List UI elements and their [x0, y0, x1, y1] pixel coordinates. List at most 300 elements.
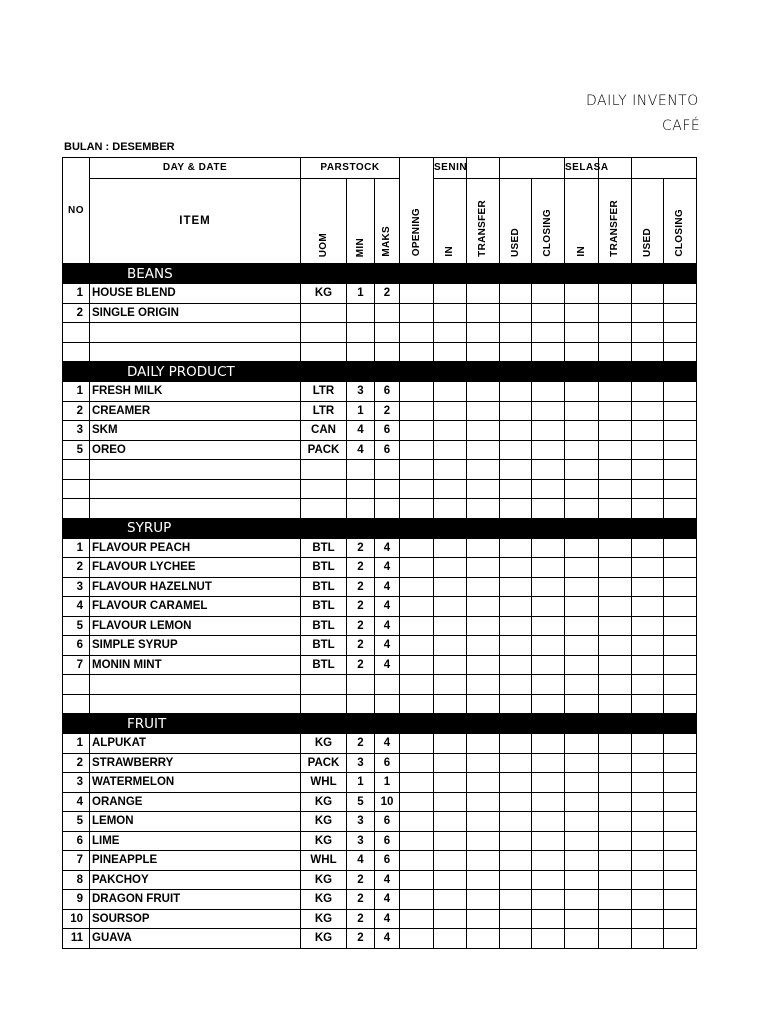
entry-cell[interactable] — [532, 890, 565, 910]
entry-cell[interactable] — [532, 460, 565, 480]
entry-cell[interactable] — [599, 597, 632, 617]
entry-cell[interactable] — [632, 694, 664, 714]
entry-cell[interactable] — [664, 616, 697, 636]
entry-cell[interactable] — [400, 929, 434, 949]
entry-cell[interactable] — [500, 616, 532, 636]
entry-cell[interactable] — [565, 909, 599, 929]
entry-cell[interactable] — [434, 890, 467, 910]
entry-cell[interactable] — [632, 558, 664, 578]
entry-cell[interactable] — [532, 421, 565, 441]
entry-cell[interactable] — [664, 675, 697, 695]
entry-cell[interactable] — [632, 616, 664, 636]
selasa-closing-header — [664, 179, 697, 264]
entry-cell[interactable] — [565, 851, 599, 871]
entry-cell[interactable] — [565, 792, 599, 812]
entry-cell[interactable] — [467, 616, 500, 636]
entry-cell[interactable] — [400, 342, 434, 362]
entry-cell[interactable] — [467, 538, 500, 558]
entry-cell[interactable] — [434, 499, 467, 519]
entry-cell[interactable] — [664, 382, 697, 402]
entry-cell[interactable] — [434, 382, 467, 402]
entry-cell[interactable] — [500, 577, 532, 597]
entry-cell[interactable] — [632, 792, 664, 812]
entry-cell[interactable] — [565, 421, 599, 441]
entry-cell[interactable] — [565, 440, 599, 460]
entry-cell[interactable] — [664, 812, 697, 832]
entry-cell[interactable] — [434, 577, 467, 597]
entry-cell[interactable] — [664, 538, 697, 558]
entry-cell[interactable] — [599, 577, 632, 597]
entry-cell[interactable] — [664, 753, 697, 773]
entry-cell[interactable] — [500, 284, 532, 304]
entry-cell[interactable] — [467, 342, 500, 362]
entry-cell[interactable] — [599, 342, 632, 362]
entry-cell[interactable] — [664, 460, 697, 480]
entry-cell[interactable] — [400, 675, 434, 695]
entry-cell[interactable] — [632, 870, 664, 890]
entry-cell[interactable] — [565, 812, 599, 832]
entry-cell[interactable] — [599, 401, 632, 421]
entry-cell[interactable] — [632, 929, 664, 949]
min-cell — [347, 479, 375, 499]
entry-cell[interactable] — [434, 851, 467, 871]
entry-cell[interactable] — [565, 323, 599, 343]
entry-cell[interactable] — [500, 538, 532, 558]
entry-cell[interactable] — [400, 479, 434, 499]
entry-cell[interactable] — [599, 636, 632, 656]
entry-cell[interactable] — [467, 753, 500, 773]
entry-cell[interactable] — [599, 303, 632, 323]
entry-cell[interactable] — [400, 303, 434, 323]
entry-cell[interactable] — [565, 479, 599, 499]
entry-cell[interactable] — [500, 773, 532, 793]
entry-cell[interactable] — [599, 792, 632, 812]
entry-cell[interactable] — [400, 382, 434, 402]
uom-cell: WHL — [301, 851, 347, 871]
entry-cell[interactable] — [664, 694, 697, 714]
entry-cell[interactable] — [467, 558, 500, 578]
entry-cell[interactable] — [664, 792, 697, 812]
entry-cell[interactable] — [599, 499, 632, 519]
entry-cell[interactable] — [632, 284, 664, 304]
entry-cell[interactable] — [467, 636, 500, 656]
table-row — [63, 890, 697, 910]
entry-cell[interactable] — [467, 831, 500, 851]
entry-cell[interactable] — [565, 929, 599, 949]
row-number: 3 — [63, 773, 90, 793]
entry-cell[interactable] — [632, 421, 664, 441]
entry-cell[interactable] — [599, 773, 632, 793]
entry-cell[interactable] — [565, 675, 599, 695]
entry-cell[interactable] — [467, 460, 500, 480]
entry-cell[interactable] — [467, 792, 500, 812]
entry-cell[interactable] — [599, 675, 632, 695]
entry-cell[interactable] — [467, 440, 500, 460]
entry-cell[interactable] — [632, 499, 664, 519]
entry-cell[interactable] — [467, 812, 500, 832]
entry-cell[interactable] — [500, 499, 532, 519]
entry-cell[interactable] — [664, 303, 697, 323]
entry-cell[interactable] — [400, 909, 434, 929]
entry-cell[interactable] — [400, 753, 434, 773]
entry-cell[interactable] — [500, 342, 532, 362]
entry-cell[interactable] — [664, 479, 697, 499]
table-row — [63, 831, 697, 851]
entry-cell[interactable] — [565, 284, 599, 304]
entry-cell[interactable] — [632, 577, 664, 597]
entry-cell[interactable] — [599, 479, 632, 499]
entry-cell[interactable] — [565, 734, 599, 754]
entry-cell[interactable] — [664, 870, 697, 890]
entry-cell[interactable] — [599, 851, 632, 871]
entry-cell[interactable] — [467, 890, 500, 910]
entry-cell[interactable] — [434, 792, 467, 812]
entry-cell[interactable] — [500, 303, 532, 323]
table-row — [63, 616, 697, 636]
entry-cell[interactable] — [664, 401, 697, 421]
entry-cell[interactable] — [565, 460, 599, 480]
uom-cell: CAN — [301, 421, 347, 441]
entry-cell[interactable] — [400, 812, 434, 832]
entry-cell[interactable] — [532, 909, 565, 929]
entry-cell[interactable] — [664, 558, 697, 578]
entry-cell[interactable] — [400, 734, 434, 754]
item-name — [90, 499, 301, 519]
entry-cell[interactable] — [532, 636, 565, 656]
min-cell: 2 — [347, 558, 375, 578]
entry-cell[interactable] — [565, 342, 599, 362]
maks-cell: 4 — [375, 890, 400, 910]
entry-cell[interactable] — [565, 655, 599, 675]
entry-cell[interactable] — [632, 773, 664, 793]
entry-cell[interactable] — [500, 792, 532, 812]
entry-cell[interactable] — [400, 440, 434, 460]
entry-cell[interactable] — [565, 382, 599, 402]
entry-cell[interactable] — [434, 597, 467, 617]
entry-cell[interactable] — [467, 499, 500, 519]
entry-cell[interactable] — [400, 851, 434, 871]
entry-cell[interactable] — [434, 342, 467, 362]
entry-cell[interactable] — [532, 303, 565, 323]
entry-cell[interactable] — [532, 773, 565, 793]
entry-cell[interactable] — [599, 655, 632, 675]
entry-cell[interactable] — [532, 577, 565, 597]
entry-cell[interactable] — [565, 401, 599, 421]
entry-cell[interactable] — [599, 831, 632, 851]
entry-cell[interactable] — [500, 655, 532, 675]
entry-cell[interactable] — [467, 303, 500, 323]
entry-cell[interactable] — [467, 655, 500, 675]
entry-cell[interactable] — [434, 538, 467, 558]
entry-cell[interactable] — [632, 812, 664, 832]
entry-cell[interactable] — [400, 636, 434, 656]
entry-cell[interactable] — [500, 851, 532, 871]
entry-cell[interactable] — [532, 479, 565, 499]
entry-cell[interactable] — [500, 753, 532, 773]
uom-label: UOM — [317, 232, 329, 257]
entry-cell[interactable] — [434, 870, 467, 890]
entry-cell[interactable] — [565, 753, 599, 773]
entry-cell[interactable] — [632, 831, 664, 851]
entry-cell[interactable] — [565, 558, 599, 578]
entry-cell[interactable] — [434, 773, 467, 793]
entry-cell[interactable] — [467, 401, 500, 421]
entry-cell[interactable] — [599, 909, 632, 929]
entry-cell[interactable] — [664, 323, 697, 343]
entry-cell[interactable] — [532, 792, 565, 812]
entry-cell[interactable] — [434, 812, 467, 832]
title-clip — [0, 0, 701, 160]
entry-cell[interactable] — [565, 303, 599, 323]
entry-cell[interactable] — [632, 909, 664, 929]
entry-cell[interactable] — [400, 655, 434, 675]
entry-cell[interactable] — [467, 675, 500, 695]
entry-cell[interactable] — [400, 792, 434, 812]
entry-cell[interactable] — [599, 382, 632, 402]
entry-cell[interactable] — [500, 440, 532, 460]
entry-cell[interactable] — [565, 636, 599, 656]
entry-cell[interactable] — [500, 890, 532, 910]
entry-cell[interactable] — [434, 753, 467, 773]
uom-cell: BTL — [301, 558, 347, 578]
entry-cell[interactable] — [500, 421, 532, 441]
entry-cell[interactable] — [467, 382, 500, 402]
entry-cell[interactable] — [664, 734, 697, 754]
entry-cell[interactable] — [467, 421, 500, 441]
entry-cell[interactable] — [632, 440, 664, 460]
entry-cell[interactable] — [500, 401, 532, 421]
entry-cell[interactable] — [599, 421, 632, 441]
entry-cell[interactable] — [632, 460, 664, 480]
entry-cell[interactable] — [664, 851, 697, 871]
entry-cell[interactable] — [632, 303, 664, 323]
entry-cell[interactable] — [532, 694, 565, 714]
entry-cell[interactable] — [434, 636, 467, 656]
entry-cell[interactable] — [632, 538, 664, 558]
entry-cell[interactable] — [532, 870, 565, 890]
entry-cell[interactable] — [434, 303, 467, 323]
entry-cell[interactable] — [434, 401, 467, 421]
entry-cell[interactable] — [532, 558, 565, 578]
entry-cell[interactable] — [532, 323, 565, 343]
entry-cell[interactable] — [664, 499, 697, 519]
entry-cell[interactable] — [565, 538, 599, 558]
entry-cell[interactable] — [434, 616, 467, 636]
entry-cell[interactable] — [599, 616, 632, 636]
entry-cell[interactable] — [434, 323, 467, 343]
entry-cell[interactable] — [467, 773, 500, 793]
entry-cell[interactable] — [632, 401, 664, 421]
entry-cell[interactable] — [632, 655, 664, 675]
entry-cell[interactable] — [400, 597, 434, 617]
entry-cell[interactable] — [500, 694, 532, 714]
entry-cell[interactable] — [599, 929, 632, 949]
entry-cell[interactable] — [532, 382, 565, 402]
entry-cell[interactable] — [434, 734, 467, 754]
entry-cell[interactable] — [532, 831, 565, 851]
entry-cell[interactable] — [532, 616, 565, 636]
entry-cell[interactable] — [532, 284, 565, 304]
entry-cell[interactable] — [400, 773, 434, 793]
entry-cell[interactable] — [467, 479, 500, 499]
entry-cell[interactable] — [664, 636, 697, 656]
entry-cell[interactable] — [565, 499, 599, 519]
entry-cell[interactable] — [599, 753, 632, 773]
entry-cell[interactable] — [434, 460, 467, 480]
entry-cell[interactable] — [500, 636, 532, 656]
entry-cell[interactable] — [500, 675, 532, 695]
entry-cell[interactable] — [532, 675, 565, 695]
entry-cell[interactable] — [599, 460, 632, 480]
entry-cell[interactable] — [434, 675, 467, 695]
entry-cell[interactable] — [532, 440, 565, 460]
entry-cell[interactable] — [599, 734, 632, 754]
entry-cell[interactable] — [500, 460, 532, 480]
entry-cell[interactable] — [467, 909, 500, 929]
entry-cell[interactable] — [664, 284, 697, 304]
entry-cell[interactable] — [532, 929, 565, 949]
entry-cell[interactable] — [664, 929, 697, 949]
entry-cell[interactable] — [434, 929, 467, 949]
entry-cell[interactable] — [467, 929, 500, 949]
entry-cell[interactable] — [532, 655, 565, 675]
entry-cell[interactable] — [632, 890, 664, 910]
entry-cell[interactable] — [664, 773, 697, 793]
entry-cell[interactable] — [599, 440, 632, 460]
entry-cell[interactable] — [400, 831, 434, 851]
entry-cell[interactable] — [599, 323, 632, 343]
entry-cell[interactable] — [400, 499, 434, 519]
entry-cell[interactable] — [532, 597, 565, 617]
entry-cell[interactable] — [500, 597, 532, 617]
entry-cell[interactable] — [599, 694, 632, 714]
entry-cell[interactable] — [467, 870, 500, 890]
entry-cell[interactable] — [500, 929, 532, 949]
entry-cell[interactable] — [467, 851, 500, 871]
entry-cell[interactable] — [400, 538, 434, 558]
entry-cell[interactable] — [500, 909, 532, 929]
entry-cell[interactable] — [532, 812, 565, 832]
entry-cell[interactable] — [632, 382, 664, 402]
entry-cell[interactable] — [500, 870, 532, 890]
min-cell: 2 — [347, 597, 375, 617]
entry-cell[interactable] — [599, 284, 632, 304]
entry-cell[interactable] — [500, 812, 532, 832]
entry-cell[interactable] — [434, 655, 467, 675]
entry-cell[interactable] — [664, 831, 697, 851]
uom-cell — [301, 460, 347, 480]
header-row-1 — [63, 158, 697, 179]
entry-cell[interactable] — [565, 597, 599, 617]
entry-cell[interactable] — [532, 851, 565, 871]
entry-cell[interactable] — [664, 655, 697, 675]
item-name: SIMPLE SYRUP — [90, 636, 301, 656]
entry-cell[interactable] — [400, 577, 434, 597]
entry-cell[interactable] — [532, 734, 565, 754]
entry-cell[interactable] — [632, 479, 664, 499]
entry-cell[interactable] — [565, 870, 599, 890]
entry-cell[interactable] — [664, 421, 697, 441]
entry-cell[interactable] — [632, 851, 664, 871]
entry-cell[interactable] — [434, 421, 467, 441]
entry-cell[interactable] — [565, 890, 599, 910]
entry-cell[interactable] — [434, 558, 467, 578]
item-name: SKM — [90, 421, 301, 441]
entry-cell[interactable] — [565, 773, 599, 793]
entry-cell[interactable] — [400, 890, 434, 910]
entry-cell[interactable] — [664, 909, 697, 929]
entry-cell[interactable] — [599, 558, 632, 578]
entry-cell[interactable] — [400, 284, 434, 304]
entry-cell[interactable] — [599, 538, 632, 558]
entry-cell[interactable] — [632, 323, 664, 343]
entry-cell[interactable] — [467, 694, 500, 714]
entry-cell[interactable] — [664, 577, 697, 597]
entry-cell[interactable] — [434, 831, 467, 851]
entry-cell[interactable] — [400, 401, 434, 421]
entry-cell[interactable] — [500, 558, 532, 578]
entry-cell[interactable] — [599, 870, 632, 890]
entry-cell[interactable] — [400, 421, 434, 441]
entry-cell[interactable] — [664, 440, 697, 460]
entry-cell[interactable] — [434, 479, 467, 499]
entry-cell[interactable] — [532, 753, 565, 773]
entry-cell[interactable] — [400, 558, 434, 578]
entry-cell[interactable] — [632, 753, 664, 773]
entry-cell[interactable] — [565, 694, 599, 714]
entry-cell[interactable] — [565, 831, 599, 851]
entry-cell[interactable] — [467, 284, 500, 304]
entry-cell[interactable] — [500, 382, 532, 402]
entry-cell[interactable] — [664, 597, 697, 617]
entry-cell[interactable] — [532, 499, 565, 519]
entry-cell[interactable] — [599, 812, 632, 832]
entry-cell[interactable] — [400, 460, 434, 480]
entry-cell[interactable] — [532, 342, 565, 362]
entry-cell[interactable] — [400, 323, 434, 343]
entry-cell[interactable] — [532, 401, 565, 421]
entry-cell[interactable] — [500, 831, 532, 851]
entry-cell[interactable] — [467, 597, 500, 617]
uom-cell: BTL — [301, 616, 347, 636]
entry-cell[interactable] — [400, 694, 434, 714]
entry-cell[interactable] — [400, 870, 434, 890]
entry-cell[interactable] — [434, 440, 467, 460]
entry-cell[interactable] — [632, 675, 664, 695]
entry-cell[interactable] — [467, 734, 500, 754]
entry-cell[interactable] — [632, 597, 664, 617]
entry-cell[interactable] — [664, 890, 697, 910]
entry-cell[interactable] — [500, 323, 532, 343]
entry-cell[interactable] — [434, 284, 467, 304]
entry-cell[interactable] — [632, 342, 664, 362]
entry-cell[interactable] — [500, 479, 532, 499]
entry-cell[interactable] — [565, 616, 599, 636]
entry-cell[interactable] — [532, 538, 565, 558]
entry-cell[interactable] — [565, 577, 599, 597]
entry-cell[interactable] — [664, 342, 697, 362]
entry-cell[interactable] — [467, 323, 500, 343]
entry-cell[interactable] — [434, 694, 467, 714]
entry-cell[interactable] — [599, 890, 632, 910]
entry-cell[interactable] — [467, 577, 500, 597]
entry-cell[interactable] — [434, 909, 467, 929]
entry-cell[interactable] — [400, 616, 434, 636]
entry-cell[interactable] — [632, 734, 664, 754]
entry-cell[interactable] — [500, 734, 532, 754]
entry-cell[interactable] — [632, 636, 664, 656]
item-name — [90, 323, 301, 343]
